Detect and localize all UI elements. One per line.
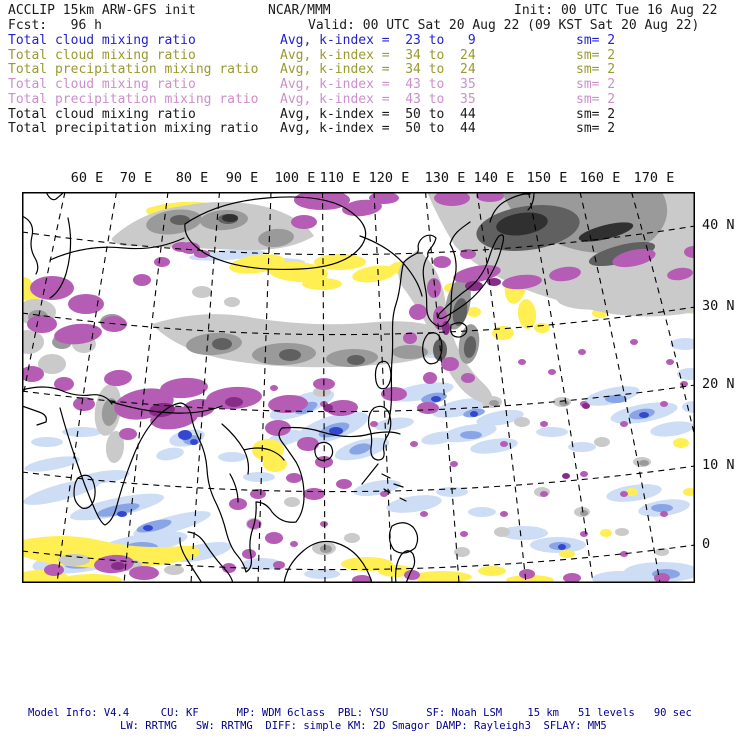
header-row-kindex: Avg, k-index = 50 to 44 xyxy=(280,121,476,137)
header-row-kindex: Avg, k-index = 50 to 44 xyxy=(280,106,476,122)
forecast-hour: Fcst: 96 h xyxy=(8,18,102,33)
lat-tick-label: 0 xyxy=(702,536,711,552)
header-row-label: Total precipitation mixing ratio xyxy=(8,62,259,78)
header-row-label: Total cloud mixing ratio xyxy=(8,77,196,93)
header-row-kindex: Avg, k-index = 34 to 24 xyxy=(280,62,476,78)
lat-tick-label: 40 N xyxy=(702,217,735,233)
lon-tick-label: 100 E xyxy=(274,170,316,186)
lon-tick-label: 130 E xyxy=(424,170,466,186)
header-row-kindex: Avg, k-index = 43 to 35 xyxy=(280,77,476,93)
header-row-kindex: Avg, k-index = 43 to 35 xyxy=(280,91,476,107)
model-info-line1: Model Info: V4.4 CU: KF MP: WDM 6class PBL: YSU SF: Noah LSM 15 km 51 levels 90 sec xyxy=(28,707,692,719)
header-row-sm: sm= 2 xyxy=(576,33,616,48)
coastlines xyxy=(22,192,534,583)
weather-map xyxy=(22,192,695,583)
lon-tick-label: 80 E xyxy=(175,170,209,186)
lon-tick-label: 150 E xyxy=(526,170,568,186)
lon-tick-label: 120 E xyxy=(368,170,410,186)
org-name: NCAR/MMM xyxy=(268,3,331,18)
header-row-label: Total precipitation mixing ratio xyxy=(8,91,259,107)
init-time: Init: 00 UTC Tue 16 Aug 22 xyxy=(514,3,718,18)
header-row-sm: sm= 2 xyxy=(576,77,616,93)
header-row-sm: sm= 2 xyxy=(576,91,616,107)
header-row-label: Total cloud mixing ratio xyxy=(8,33,196,48)
lat-tick-label: 30 N xyxy=(702,298,735,314)
model-info-line2: LW: RRTMG SW: RRTMG DIFF: simple KM: 2D Smagor DAMP: Rayleigh3 SFLAY: MM5 xyxy=(120,720,607,732)
lon-tick-label: 160 E xyxy=(579,170,621,186)
header-row-sm: sm= 2 xyxy=(576,62,616,78)
header-row-label: Total cloud mixing ratio xyxy=(8,47,196,63)
graticule xyxy=(22,192,695,583)
lon-tick-label: 90 E xyxy=(225,170,259,186)
header-row-label: Total cloud mixing ratio xyxy=(8,106,196,122)
header-row-sm: sm= 2 xyxy=(576,106,616,122)
valid-time: Valid: 00 UTC Sat 20 Aug 22 (09 KST Sat 20 Aug 22) xyxy=(308,18,700,33)
header-row-sm: sm= 2 xyxy=(576,47,616,63)
model-title: ACCLIP 15km ARW-GFS init xyxy=(8,3,196,18)
lon-tick-label: 170 E xyxy=(633,170,675,186)
lat-tick-label: 20 N xyxy=(702,376,735,392)
header-row-kindex: Avg, k-index = 34 to 24 xyxy=(280,47,476,63)
header-row-kindex: Avg, k-index = 23 to 9 xyxy=(280,33,476,48)
header-row-sm: sm= 2 xyxy=(576,121,616,137)
lon-tick-label: 140 E xyxy=(473,170,515,186)
lon-tick-label: 60 E xyxy=(70,170,104,186)
header-row-label: Total precipitation mixing ratio xyxy=(8,121,259,137)
lat-tick-label: 10 N xyxy=(702,457,735,473)
lon-tick-label: 110 E xyxy=(319,170,361,186)
lon-tick-label: 70 E xyxy=(119,170,153,186)
